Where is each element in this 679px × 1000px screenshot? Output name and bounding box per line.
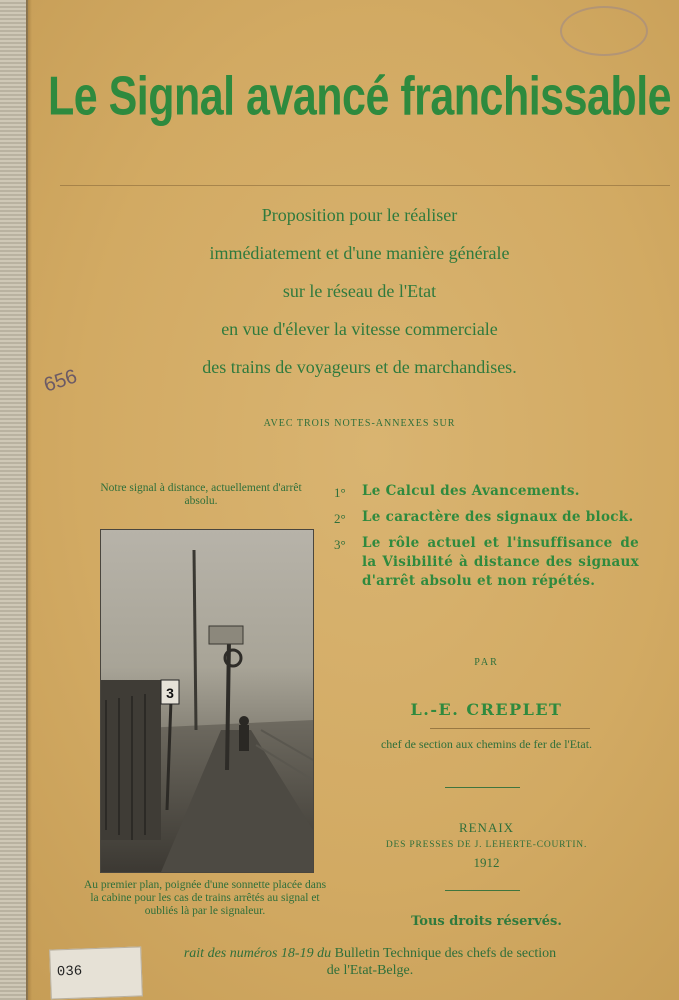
extract-notice — [80, 945, 660, 979]
signal-photograph — [100, 529, 314, 873]
library-label — [49, 946, 143, 999]
annex-note — [334, 534, 639, 591]
author-affiliation: chef de section aux chemins de fer de l'Etat. — [380, 737, 593, 751]
signal-number-plate: 3 — [166, 685, 174, 701]
note-text: Le caractère des signaux de block. — [362, 509, 634, 525]
note-number: 1° — [334, 485, 346, 500]
library-label-number: 036 — [56, 963, 83, 981]
imprint-rule — [445, 787, 520, 788]
publisher-city: RENAIX — [458, 820, 515, 835]
subtitle-line: sur le réseau de l'Etat — [282, 281, 437, 301]
note-text: Le rôle actuel et l'insuffisance de la Visibilité à distance des signaux d'arrêt absolu et non répétés. — [362, 535, 639, 589]
library-stamp — [560, 6, 648, 56]
note-number: 2° — [334, 511, 346, 526]
subtitle-line: des trains de voyageurs et de marchandises. — [202, 357, 517, 377]
cloth-spine — [0, 0, 28, 1000]
annex-note — [334, 508, 639, 528]
subtitle-line: immédiatement et d'une manière générale — [209, 243, 510, 263]
subtitle-line: Proposition pour le réaliser — [261, 205, 458, 225]
by-label: PAR — [474, 657, 499, 668]
subtitle-block — [40, 196, 679, 386]
extract-rest: Bulletin Technique des chefs de section — [331, 946, 557, 961]
photo-illustration — [101, 530, 313, 872]
publication-year: 1912 — [473, 855, 500, 870]
author-underline — [430, 728, 590, 729]
note-number: 3° — [334, 537, 346, 552]
rights-notice: Tous droits réservés. — [411, 914, 562, 929]
imprint-rule-bottom — [445, 890, 520, 891]
author-name: L.-E. CREPLET — [410, 700, 563, 719]
annex-notes — [334, 482, 639, 597]
title-rule — [60, 185, 670, 186]
extract-line-2: de l'Etat-Belge. — [326, 963, 414, 978]
handwritten-note: 656 — [41, 365, 80, 397]
photo-caption-bottom: Au premier plan, poignée d'une sonnette placée dans la cabine pour les cas de trains arrêtés au signal et oubliés là par le signaleur. — [83, 879, 327, 917]
annex-note — [334, 482, 639, 502]
photo-caption-top: Notre signal à distance, actuellement d'arrêt absolu. — [100, 482, 302, 507]
notes-intro: AVEC TROIS NOTES-ANNEXES SUR — [263, 418, 456, 429]
cover-title: Le Signal avancé franchissable — [47, 66, 672, 128]
note-text: Le Calcul des Avancements. — [362, 483, 580, 499]
subtitle-line: en vue d'élever la vitesse commerciale — [221, 319, 498, 339]
publisher-name: DES PRESSES DE J. LEHERTE-COURTIN. — [385, 840, 588, 850]
extract-italic: rait des numéros 18-19 du — [183, 946, 332, 961]
